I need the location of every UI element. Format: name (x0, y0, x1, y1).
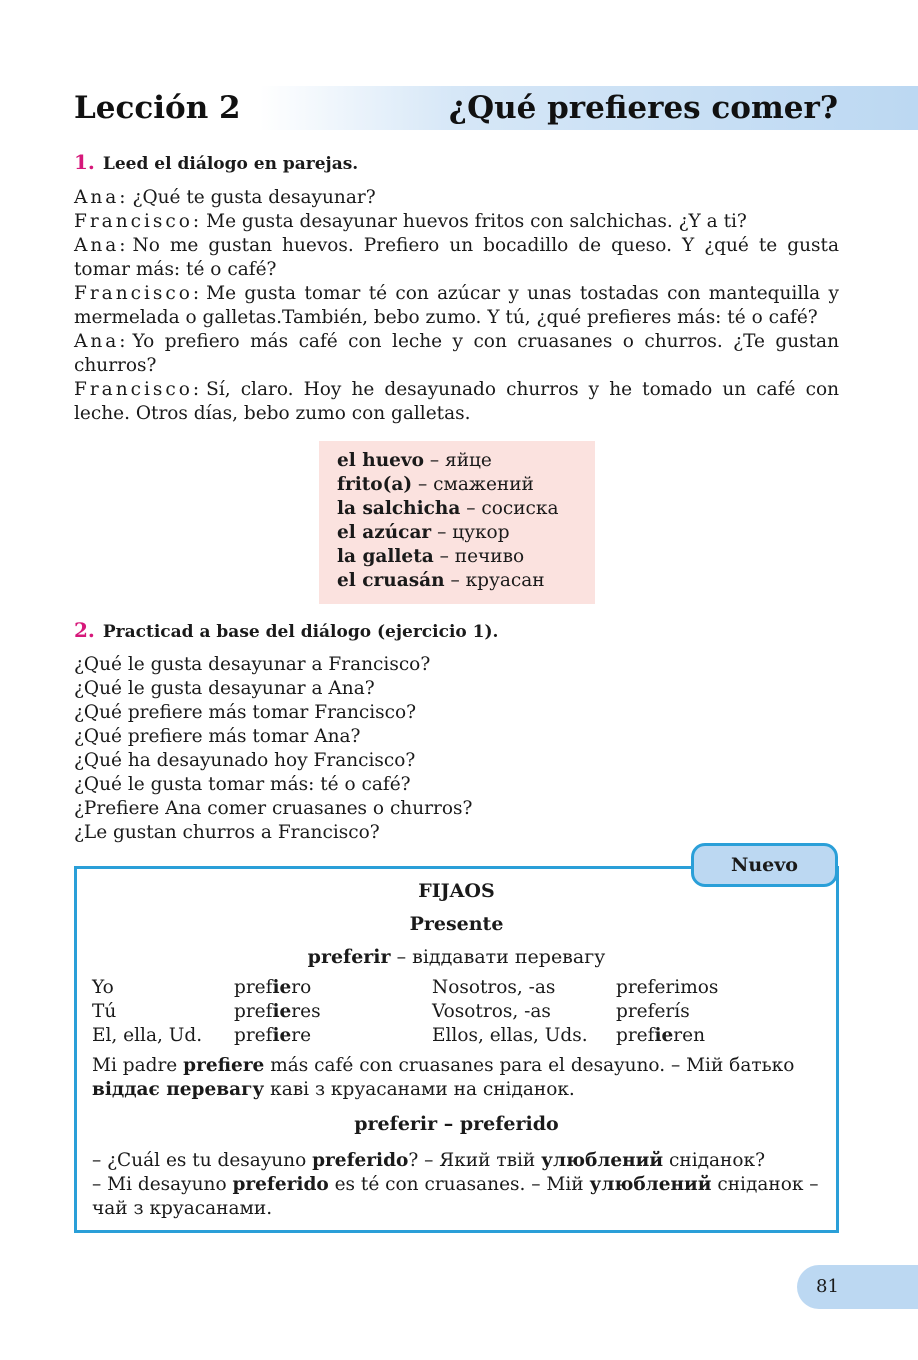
question-item: ¿Prefiere Ana comer cruasanes o churros? (74, 798, 473, 819)
speaker: Francisco: (74, 211, 203, 232)
question-item: ¿Qué ha desayunado hoy Francisco? (74, 750, 416, 771)
verb-form: prefiere (234, 1025, 312, 1046)
example-line: – Mi desayuno preferido es té con cruasanes. – Мій улюблений сніданок – чай з круасанами. (92, 1174, 819, 1219)
vocab-word: el huevo (337, 450, 424, 471)
vocab-translation: – яйце (429, 450, 492, 471)
vocab-word: la salchicha (337, 498, 461, 519)
vocab-translation: – круасан (450, 570, 545, 591)
nuevo-badge: Nuevo (691, 843, 838, 887)
verb-translation: – віддавати перевагу (396, 946, 606, 968)
conjugation-row (92, 1024, 832, 1048)
utterance: Me gusta desayunar huevos fritos con salchichas. ¿Y a ti? (206, 211, 747, 232)
task-1-instruction (74, 150, 358, 174)
speaker: Francisco: (74, 379, 203, 400)
verb-form: prefiero (234, 977, 312, 998)
dialog (74, 186, 839, 426)
pronoun: Nosotros, -as (432, 977, 556, 998)
lesson-header (74, 86, 918, 130)
pronoun: Yo (92, 977, 114, 998)
vocab-translation: – печиво (439, 546, 525, 567)
task-1-text: Leed el diálogo en parejas. (102, 154, 359, 174)
pronoun: Ellos, ellas, Uds. (432, 1025, 588, 1046)
speaker: Ana: (74, 187, 129, 208)
task-2-instruction (74, 618, 498, 642)
question-item: ¿Qué le gusta desayunar a Ana? (74, 678, 375, 699)
vocabulary-item (337, 569, 595, 593)
question-item: ¿Qué prefiere más tomar Francisco? (74, 702, 417, 723)
grammar-subtitle: Presente (409, 913, 504, 935)
utterance: Me gusta tomar té con azúcar y unas tostadas con mantequilla y mermelada o galletas.También, bebo zumo. Y tú, ¿qué prefieres más: té o café? (74, 283, 839, 328)
dialog-line (74, 210, 839, 234)
verb-form: preferimos (616, 977, 719, 998)
utterance: ¿Qué te gusta desayunar? (132, 187, 376, 208)
verb-heading (74, 946, 839, 968)
speaker: Ana: (74, 331, 129, 352)
utterance: Sí, claro. Hoy he desayunado churros y he tomado un café con leche. Otros días, bebo zumo con galletas. (74, 379, 839, 424)
vocab-translation: – цукор (437, 522, 510, 543)
utterance: No me gustan huevos. Prefiero un bocadillo de queso. Y ¿qué te gusta tomar más: té o café? (74, 235, 839, 280)
grammar-heading-2: preferir – preferido (354, 1113, 559, 1135)
vocabulary-item (337, 521, 595, 545)
vocabulary-item (337, 497, 595, 521)
conjugation-row (92, 1000, 832, 1024)
lesson-title: ¿Qué prefieres comer? (448, 90, 838, 126)
vocab-word: la galleta (337, 546, 434, 567)
grammar-title: FIJAOS (418, 880, 495, 902)
speaker: Francisco: (74, 283, 203, 304)
vocabulary-item (337, 545, 595, 569)
verb-infinitive: preferir (307, 946, 391, 968)
verb-form: preferís (616, 1001, 690, 1022)
page-number: 81 (797, 1265, 918, 1309)
pronoun: Vosotros, -as (432, 1001, 551, 1022)
dialog-line (74, 282, 839, 330)
speaker: Ana: (74, 235, 129, 256)
vocabulary-box (319, 441, 595, 604)
question-list (74, 653, 839, 845)
pronoun: Tú (92, 1001, 117, 1022)
question-item: ¿Le gustan churros a Francisco? (74, 822, 380, 843)
conjugation-table (92, 976, 832, 1048)
conjugation-row (92, 976, 832, 1000)
dialog-line (74, 378, 839, 426)
dialog-line (74, 330, 839, 378)
utterance: Yo prefiero más café con leche y con cruasanes o churros. ¿Te gustan churros? (74, 331, 839, 376)
question-item: ¿Qué prefiere más tomar Ana? (74, 726, 361, 747)
vocab-word: el cruasán (337, 570, 445, 591)
vocab-translation: – сосиска (466, 498, 559, 519)
question-item: ¿Qué le gusta desayunar a Francisco? (74, 654, 431, 675)
task-2-number: 2. (74, 618, 95, 642)
vocab-translation: – смажений (418, 474, 534, 495)
dialog-line (74, 186, 839, 210)
vocab-word: frito(a) (337, 474, 413, 495)
vocab-word: el azúcar (337, 522, 432, 543)
vocabulary-item (337, 473, 595, 497)
verb-form: prefieres (234, 1001, 321, 1022)
vocabulary-item (337, 449, 595, 473)
question-item: ¿Qué le gusta tomar más: té o café? (74, 774, 411, 795)
pronoun: El, ella, Ud. (92, 1025, 203, 1046)
example-line: – ¿Cuál es tu desayuno preferido? – Який твій улюблений сніданок? (92, 1150, 765, 1171)
grammar-example: Mi padre prefiere más café con cruasanes para el desayuno. – Мій батько віддає перевагу каві з круасанами на сніданок. (92, 1055, 795, 1100)
grammar-dialog-example (92, 1149, 820, 1221)
task-2-text: Practicad a base del diálogo (ejercicio 1). (102, 622, 499, 642)
lesson-number: Lección 2 (74, 90, 241, 126)
dialog-line (74, 234, 839, 282)
verb-form: prefieren (616, 1025, 706, 1046)
task-1-number: 1. (74, 150, 95, 174)
